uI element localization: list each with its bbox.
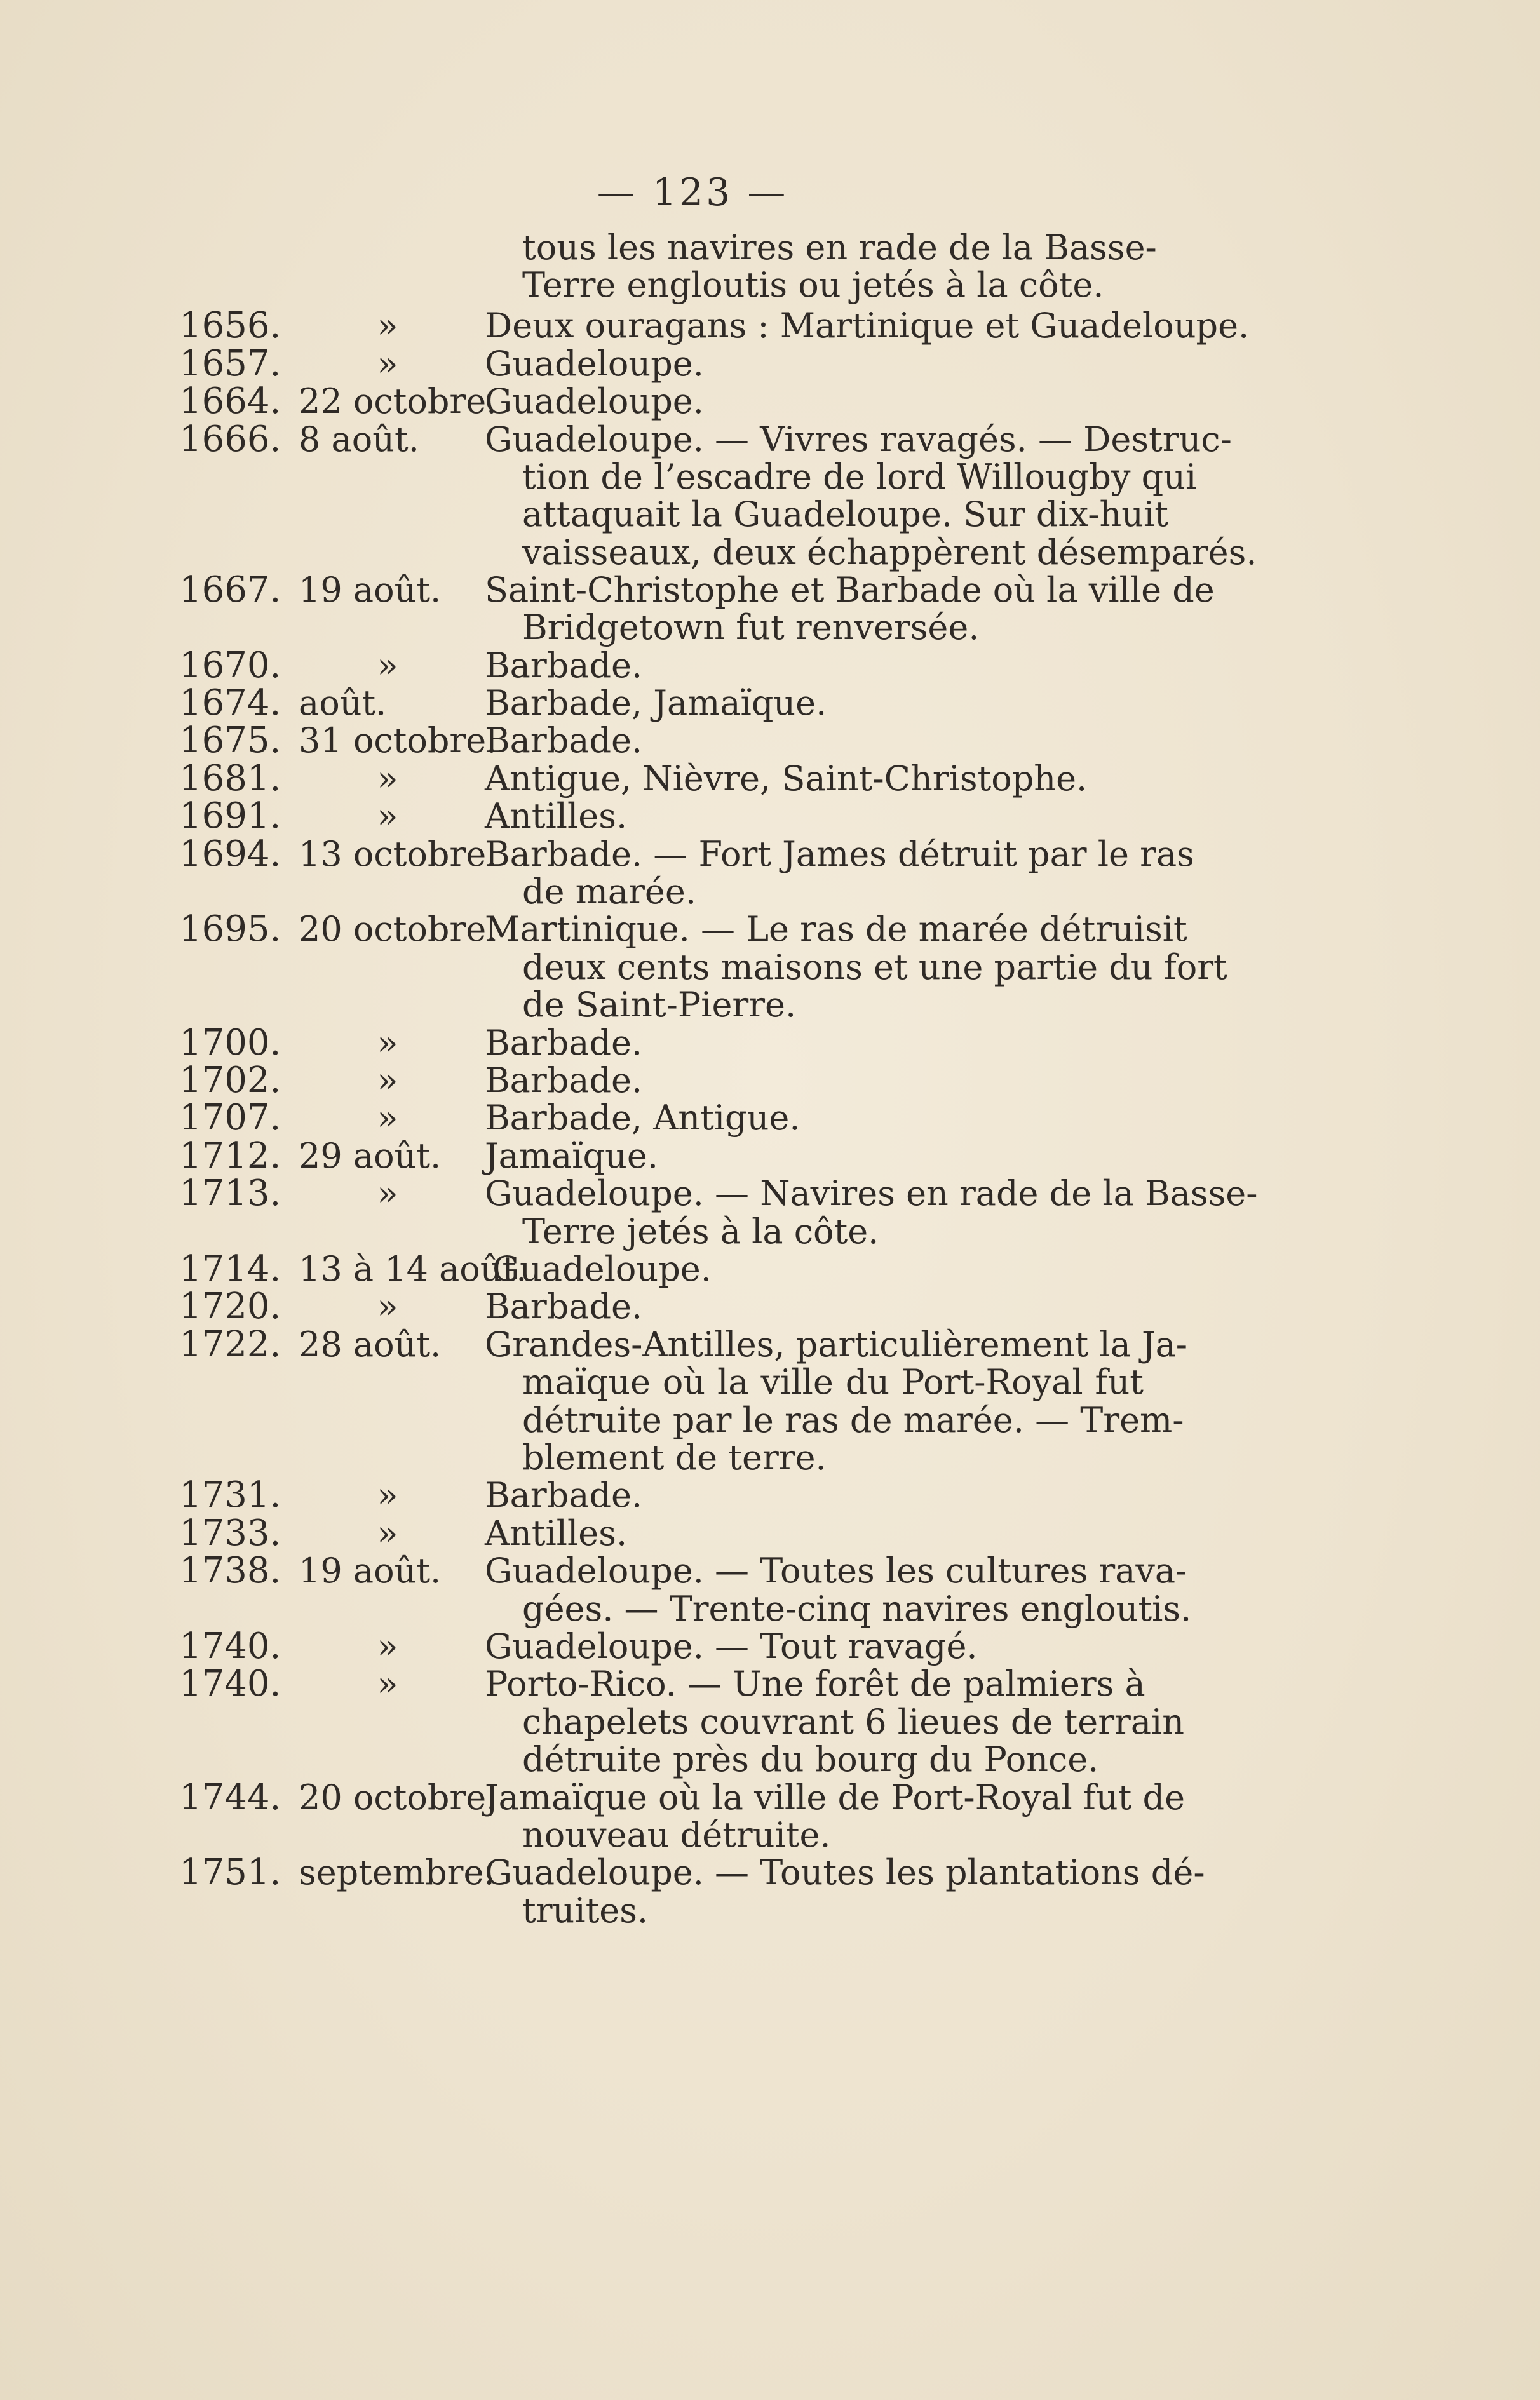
entry-year: 1695. xyxy=(179,908,281,950)
entry-date: » xyxy=(377,758,398,799)
entry-year: 1751. xyxy=(179,1852,281,1893)
entry-year: 1700. xyxy=(179,1022,281,1063)
entry-text-line: Antilles. xyxy=(485,796,628,836)
entry-text-line: Guadeloupe. xyxy=(485,344,704,384)
entry-date: » xyxy=(377,1060,398,1100)
entry-year: 1667. xyxy=(179,569,281,610)
entry-text-line: tous les navires en rade de la Basse- xyxy=(522,227,1157,267)
entry-date: 22 octobre. xyxy=(299,381,497,421)
entry-year: 1720. xyxy=(179,1286,281,1327)
entry-text-line: truites. xyxy=(522,1891,649,1931)
entry-text-line: Saint-Christophe et Barbade où la ville de xyxy=(485,570,1215,610)
entry-year: 1740. xyxy=(179,1626,281,1667)
entry-year: 1694. xyxy=(179,833,281,875)
entry-text-line: attaquait la Guadeloupe. Sur dix-huit xyxy=(522,494,1169,534)
entry-year: 1712. xyxy=(179,1135,281,1176)
entry-year: 1722. xyxy=(179,1324,281,1365)
entry-date: » xyxy=(377,796,398,836)
entry-text-line: Porto-Rico. — Une forêt de palmiers à xyxy=(485,1664,1145,1704)
entry-year: 1657. xyxy=(179,343,281,384)
entry-text-line: Guadeloupe. — Tout ravagé. xyxy=(485,1626,978,1666)
entry-date: 19 août. xyxy=(299,1551,442,1591)
entry-text-line: deux cents maisons et une partie du fort xyxy=(522,947,1227,987)
entry-text-line: Guadeloupe. xyxy=(492,1249,712,1289)
entry-date: » xyxy=(377,1475,398,1515)
entry-date: » xyxy=(377,1664,398,1704)
entry-text-line: Barbade. — Fort James détruit par le ras xyxy=(485,834,1194,874)
entry-text-line: Barbade. xyxy=(485,645,643,685)
entry-date: 19 août. xyxy=(299,570,442,610)
entry-text-line: Grandes-Antilles, particulièrement la Ja- xyxy=(485,1325,1188,1365)
entry-date: 29 août. xyxy=(299,1136,442,1176)
entry-year: 1731. xyxy=(179,1474,281,1516)
entry-text-line: Barbade. xyxy=(485,1060,643,1100)
entry-date: 20 octobre. xyxy=(299,909,497,949)
entry-text-line: Deux ouragans : Martinique et Guadeloupe. xyxy=(485,306,1250,346)
entry-text-line: blement de terre. xyxy=(522,1438,827,1478)
entry-text-line: détruite par le ras de marée. — Trem- xyxy=(522,1400,1184,1440)
entry-year: 1713. xyxy=(179,1173,281,1214)
entry-text-line: chapelets couvrant 6 lieues de terrain xyxy=(522,1702,1185,1742)
entry-date: » xyxy=(377,344,398,384)
entry-text-line: gées. — Trente-cinq navires engloutis. xyxy=(522,1589,1192,1629)
entry-text-line: Jamaïque. xyxy=(485,1136,658,1176)
entry-text-line: maïque où la ville du Port-Royal fut xyxy=(522,1362,1144,1402)
entry-date: septembre. xyxy=(299,1852,495,1892)
entry-text-line: Barbade, Jamaïque. xyxy=(485,683,827,723)
entry-date: » xyxy=(377,1023,398,1063)
entry-text-line: de Saint-Pierre. xyxy=(522,985,797,1025)
entry-date: » xyxy=(377,1286,398,1326)
entry-year: 1674. xyxy=(179,682,281,724)
entry-text-line: Antigue, Nièvre, Saint-Christophe. xyxy=(485,758,1088,799)
entry-year: 1656. xyxy=(179,305,281,346)
entry-text-line: Guadeloupe. — Vivres ravagés. — Destruc- xyxy=(485,419,1232,459)
entry-year: 1714. xyxy=(179,1248,281,1290)
entry-year: 1744. xyxy=(179,1777,281,1818)
entry-text-line: Barbade. xyxy=(485,720,643,760)
entry-date: » xyxy=(377,645,398,685)
entry-date: 20 octobre. xyxy=(299,1777,497,1817)
entry-text-line: détruite près du bourg du Ponce. xyxy=(522,1739,1099,1779)
entry-date: » xyxy=(377,1098,398,1138)
entry-text-line: Bridgetown fut renversée. xyxy=(522,607,980,647)
entry-year: 1670. xyxy=(179,645,281,686)
entry-year: 1740. xyxy=(179,1663,281,1704)
page-number: — 123 — xyxy=(597,170,788,215)
entry-text-line: Barbade. xyxy=(485,1475,643,1515)
entry-year: 1733. xyxy=(179,1513,281,1554)
entry-year: 1681. xyxy=(179,758,281,799)
entry-text-line: Terre jetés à la côte. xyxy=(522,1211,879,1251)
entry-text-line: Barbade, Antigue. xyxy=(485,1098,800,1138)
entry-year: 1738. xyxy=(179,1550,281,1591)
entry-text-line: de marée. xyxy=(522,872,696,912)
entry-date: 31 octobre. xyxy=(299,720,497,760)
entry-year: 1707. xyxy=(179,1097,281,1138)
entry-text-line: Terre engloutis ou jetés à la côte. xyxy=(522,265,1104,305)
entry-date: 13 octobre. xyxy=(299,834,497,874)
entry-date: août. xyxy=(299,683,387,723)
entry-text-line: Jamaïque où la ville de Port-Royal fut de xyxy=(485,1777,1185,1817)
entry-year: 1664. xyxy=(179,381,281,422)
entry-date: 28 août. xyxy=(299,1325,442,1365)
entry-text-line: Barbade. xyxy=(485,1286,643,1326)
entry-date: » xyxy=(377,1626,398,1666)
entry-text-line: Guadeloupe. — Toutes les cultures rava- xyxy=(485,1551,1187,1591)
entry-text-line: Guadeloupe. — Toutes les plantations dé- xyxy=(485,1852,1205,1892)
entry-text-line: tion de l’escadre de lord Willougby qui xyxy=(522,457,1197,497)
entry-year: 1666. xyxy=(179,419,281,460)
entry-date: 13 à 14 août. xyxy=(299,1249,527,1289)
entry-date: » xyxy=(377,306,398,346)
entry-year: 1691. xyxy=(179,795,281,837)
entry-text-line: vaisseaux, deux échappèrent désemparés. xyxy=(522,532,1257,572)
entry-text-line: Barbade. xyxy=(485,1023,643,1063)
entry-year: 1702. xyxy=(179,1060,281,1101)
entry-text-line: Martinique. — Le ras de marée détruisit xyxy=(485,909,1187,949)
entry-text-line: Guadeloupe. — Navires en rade de la Basse- xyxy=(485,1173,1258,1213)
entry-text-line: Guadeloupe. xyxy=(485,381,704,421)
entry-date: » xyxy=(377,1513,398,1553)
entry-year: 1675. xyxy=(179,720,281,761)
entry-text-line: Antilles. xyxy=(485,1513,628,1553)
entry-date: » xyxy=(377,1173,398,1213)
entry-date: 8 août. xyxy=(299,419,419,459)
entry-text-line: nouveau détruite. xyxy=(522,1815,831,1855)
